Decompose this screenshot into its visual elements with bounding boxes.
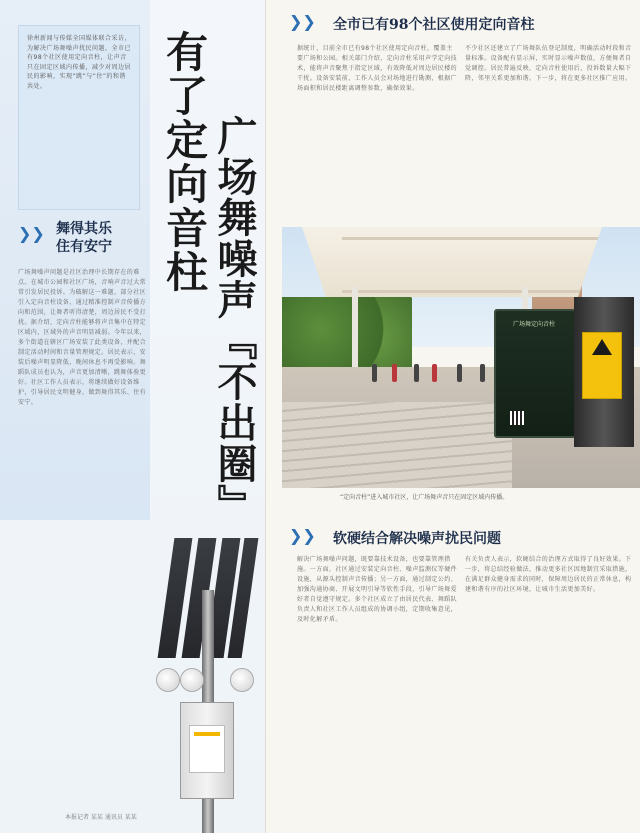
section2-title: 全市已有98个社区使用定向音柱	[333, 17, 535, 33]
qr-code-icon	[510, 411, 524, 425]
speaker-horn-icon	[230, 668, 254, 692]
section3-body-b: 有关负责人表示，软硬结合的治理方式取得了良好效果。下一步，将总结经验做法，推动更多社区因地制宜采取措施，在满足群众健身需求的同时，保障周边居民的正常休息，构建和谐有序的社区环境，让城市生活更加美好。	[465, 556, 632, 593]
chevron-right-icon: ❯❯	[289, 12, 316, 31]
dancers	[362, 347, 512, 382]
section3-body-a: 解决广场舞噪声问题，既要靠技术设备，也要靠管理措施。一方面，社区通过安装定向音柱、噪声监测仪等硬件设施，从源头控制声音传播；另一方面，通过制定公约、加强沟通协商、开展文明引导等软性手段，引导广场舞爱好者自觉遵守规定。多个社区成立了由居民代表、舞蹈队负责人和社区工作人员组成的协调小组，定期收集意见，及时化解矛盾。	[297, 556, 458, 623]
speaker-horn-icon	[180, 668, 204, 692]
intro-box	[18, 25, 140, 210]
section2-heading	[289, 10, 629, 38]
section2-body-b: 不少社区还建立了广场舞队伍登记制度，明确活动时段和音量标准。设备配有显示屏，实时显示噪声数值，方便舞者自觉调控。居民普遍反映，定向音柱使用后，投诉数量大幅下降，邻里关系更加和谐。下一步，将在更多社区推广应用。	[465, 45, 632, 82]
control-box	[180, 702, 234, 799]
warning-sign	[582, 332, 622, 399]
main-headline	[148, 30, 258, 530]
canopy-roof	[302, 227, 602, 297]
speaker-pole-image	[152, 530, 260, 833]
section3-title: 软硬结合解决噪声扰民问题	[333, 531, 501, 547]
chevron-right-icon: ❯❯	[18, 224, 45, 243]
plaza-photo	[282, 227, 640, 488]
speaker-horn-icon	[156, 668, 180, 692]
device-label: 广场舞定向音柱	[512, 321, 555, 328]
photo-caption: “定向音柱”进入城市社区，让广场舞声音只在固定区域内传播。	[340, 494, 509, 501]
control-box-label	[189, 725, 225, 773]
canopy-pillar	[352, 287, 358, 377]
section3-heading	[289, 524, 629, 552]
section1-body: 广场舞噪声问题是社区治理中长期存在的难点。在城市公园和社区广场，音响声音过大常常引发居民投诉。为破解这一难题，部分社区引入定向音柱设备，通过精准控制声音传播方向和范围，让舞者听得清楚，周边居民不受打扰。据介绍，定向音柱能够将声音集中在特定区域内，区域外的声音明显减弱。今年以来，多个街道在辖区广场安装了此类设备，并配合制定活动时间和音量管理规定。居民表示，安装后噪声明显降低，晚间休息不再受影响。舞蹈队成员也认为，声音更加清晰，跳舞体验更好。社区工作人员表示，将继续做好设备维护，引导居民文明健身，做到舞得其乐、住有安宁。	[18, 269, 147, 406]
section1-title-line1: 舞得其乐	[56, 221, 112, 237]
headline-line-1: 有了定向音柱	[160, 30, 209, 294]
section1-title	[56, 220, 112, 256]
section1-title-line2: 住有安宁	[56, 239, 112, 255]
section2-body-a: 据统计，目前全市已有98个社区使用定向音柱，覆盖主要广场和公园。相关部门介绍，定向音柱采用声学定向技术，能将声音聚焦于指定区域，有效降低对周边居民楼的干扰。设备安装前，工作人员会对场地进行勘测，根据广场面积和居民楼距离调整参数，确保效果。	[297, 45, 457, 92]
byline: 本报记者 某某 通讯员 某某	[65, 814, 137, 821]
section1-heading	[18, 218, 138, 262]
intro-text: 徐州新闻与传媒全国媒体联合采访，为解决广场舞噪声扰民问题，全市已有98个社区使用定向音柱，让声音只在固定区域内传播，减少对周边居民的影响，实现“跳”与“住”的和谐共处。	[27, 35, 132, 90]
plaza-steps	[282, 402, 512, 488]
left-column	[0, 0, 265, 833]
warning-triangle-icon	[592, 339, 612, 355]
headline-line-2: 广场舞噪声『不出圈』	[211, 115, 258, 525]
directional-speaker-device	[494, 309, 576, 438]
chevron-right-icon: ❯❯	[289, 526, 316, 545]
